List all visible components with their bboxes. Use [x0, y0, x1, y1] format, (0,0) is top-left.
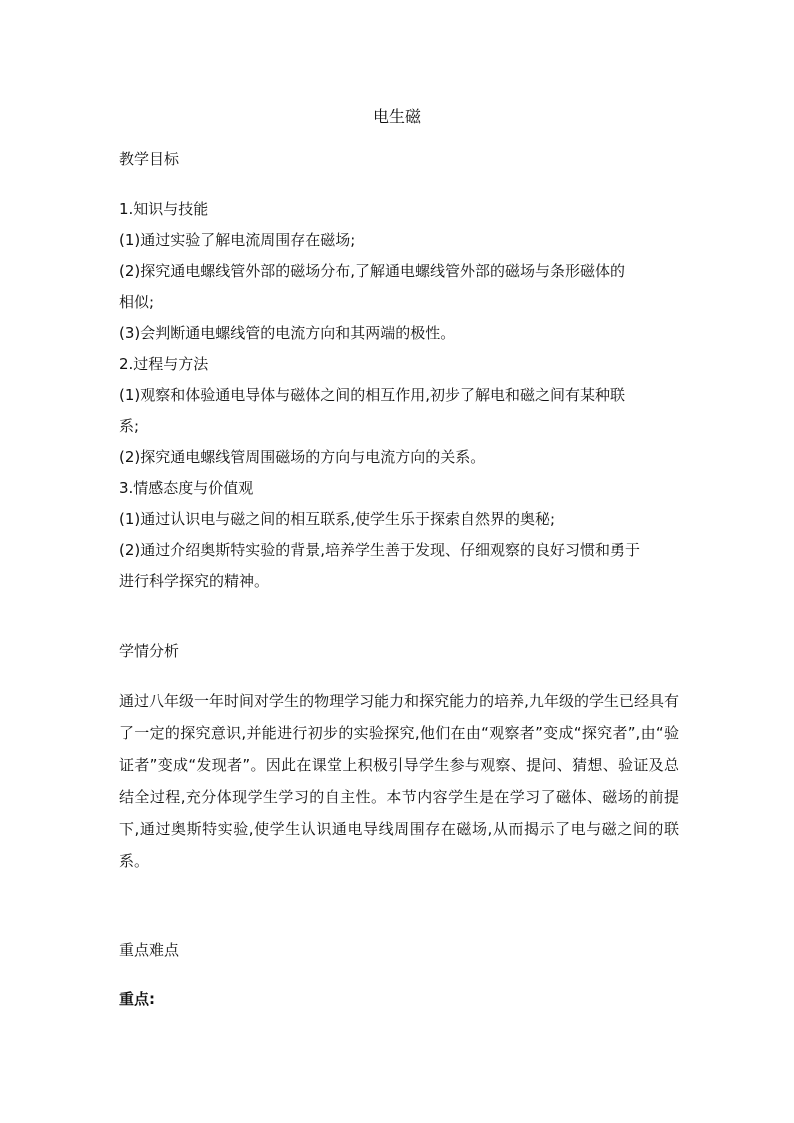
objectives-list — [119, 194, 679, 597]
analysis-paragraph — [119, 685, 679, 877]
section-heading-objectives: 教学目标 — [119, 150, 180, 168]
objective-line: (1)观察和体验通电导体与磁体之间的相互作用,初步了解电和磁之间有某种联 — [119, 386, 626, 404]
section-heading-analysis: 学情分析 — [119, 642, 180, 660]
key-point-subheading: 重点: — [119, 990, 155, 1008]
objective-line: (2)通过介绍奥斯特实验的背景,培养学生善于发现、仔细观察的良好习惯和勇于 — [119, 541, 641, 559]
objective-line: 2.过程与方法 — [119, 355, 209, 373]
objective-line: 进行科学探究的精神。 — [119, 572, 270, 590]
section-heading-key-points: 重点难点 — [119, 941, 180, 959]
objective-line: 相似; — [119, 293, 155, 311]
objective-line: (3)会判断通电螺线管的电流方向和其两端的极性。 — [119, 324, 456, 342]
objective-line: (1)通过实验了解电流周围存在磁场; — [119, 231, 356, 249]
objective-line: (1)通过认识电与磁之间的相互联系,使学生乐于探索自然界的奥秘; — [119, 510, 556, 528]
document-title: 电生磁 — [372, 107, 421, 126]
objective-line: (2)探究通电螺线管外部的磁场分布,了解通电螺线管外部的磁场与条形磁体的 — [119, 262, 626, 280]
objective-line: 系; — [119, 417, 140, 435]
objective-line: 3.情感态度与价值观 — [119, 479, 254, 497]
objective-line: (2)探究通电螺线管周围磁场的方向与电流方向的关系。 — [119, 448, 486, 466]
objective-line: 1.知识与技能 — [119, 200, 209, 218]
analysis-text: 通过八年级一年时间对学生的物理学习能力和探究能力的培养,九年级的学生已经具有了一定的探究意识,并能进行初步的实验探究,他们在由“观察者”变成“探究者”,由“验证者”变成“发现者”。因此在课堂上积极引导学生参与观察、提问、猜想、验证及总结全过程,充分体现学生学习的自主性。本节内容学生是在学习了磁体、磁场的前提下,通过奥斯特实验,使学生认识通电导线周围存在磁场,从而揭示了电与磁之间的联系。 — [119, 692, 679, 870]
